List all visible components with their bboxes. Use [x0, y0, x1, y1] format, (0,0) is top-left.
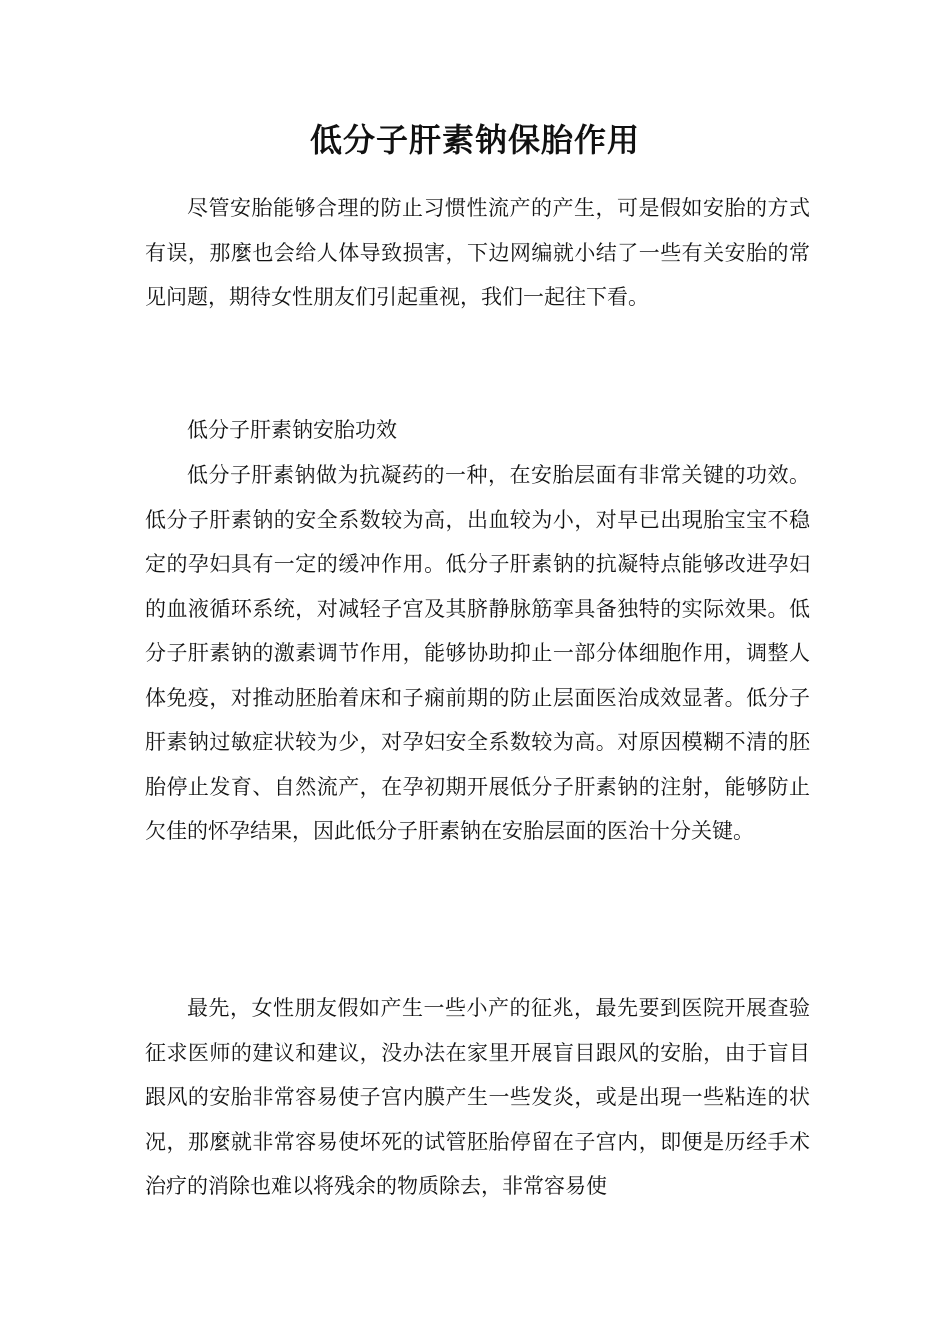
effects-paragraph: 低分子肝素钠做为抗凝药的一种，在安胎层面有非常关键的功效。低分子肝素钠的安全系数较为高，出血较为小，对早已出現胎宝宝不稳定的孕妇具有一定的缓冲作用。低分子肝素钠的抗凝特点能够改进孕妇的血液循环系统，对减轻子宫及其脐静脉筋挛具备独特的实际效果。低分子肝素钠的激素调节作用，能够协助抑止一部分体细胞作用，调整人体免疫，对推动胚胎着床和子痫前期的防止层面医治成效显著。低分子肝素钠过敏症状较为少，对孕妇安全系数较为高。对原因模糊不清的胚胎停止发育、自然流产，在孕初期开展低分子肝素钠的注射，能够防止欠佳的怀孕结果，因此低分子肝素钠在安胎层面的医治十分关键。 [145, 463, 810, 843]
document-title: 低分子肝素钠保胎作用 [309, 121, 640, 159]
section-heading: 低分子肝素钠安胎功效 [187, 418, 397, 442]
first-step-paragraph: 最先，女性朋友假如产生一些小产的征兆，最先要到医院开展查验征求医师的建议和建议，没办法在家里开展盲目跟风的安胎，由于盲目跟风的安胎非常容易使子宫内膜产生一些发炎，或是出現一些粘连的状况，那麼就非常容易使坏死的试管胚胎停留在子宫内，即便是历经手术治疗的消除也难以将残余的物质除去，非常容易使 [145, 996, 810, 1198]
intro-paragraph: 尽管安胎能够合理的防止习惯性流产的产生，可是假如安胎的方式有误，那麼也会给人体导致损害，下边网编就小结了一些有关安胎的常见问题，期待女性朋友们引起重视，我们一起往下看。 [145, 196, 810, 309]
